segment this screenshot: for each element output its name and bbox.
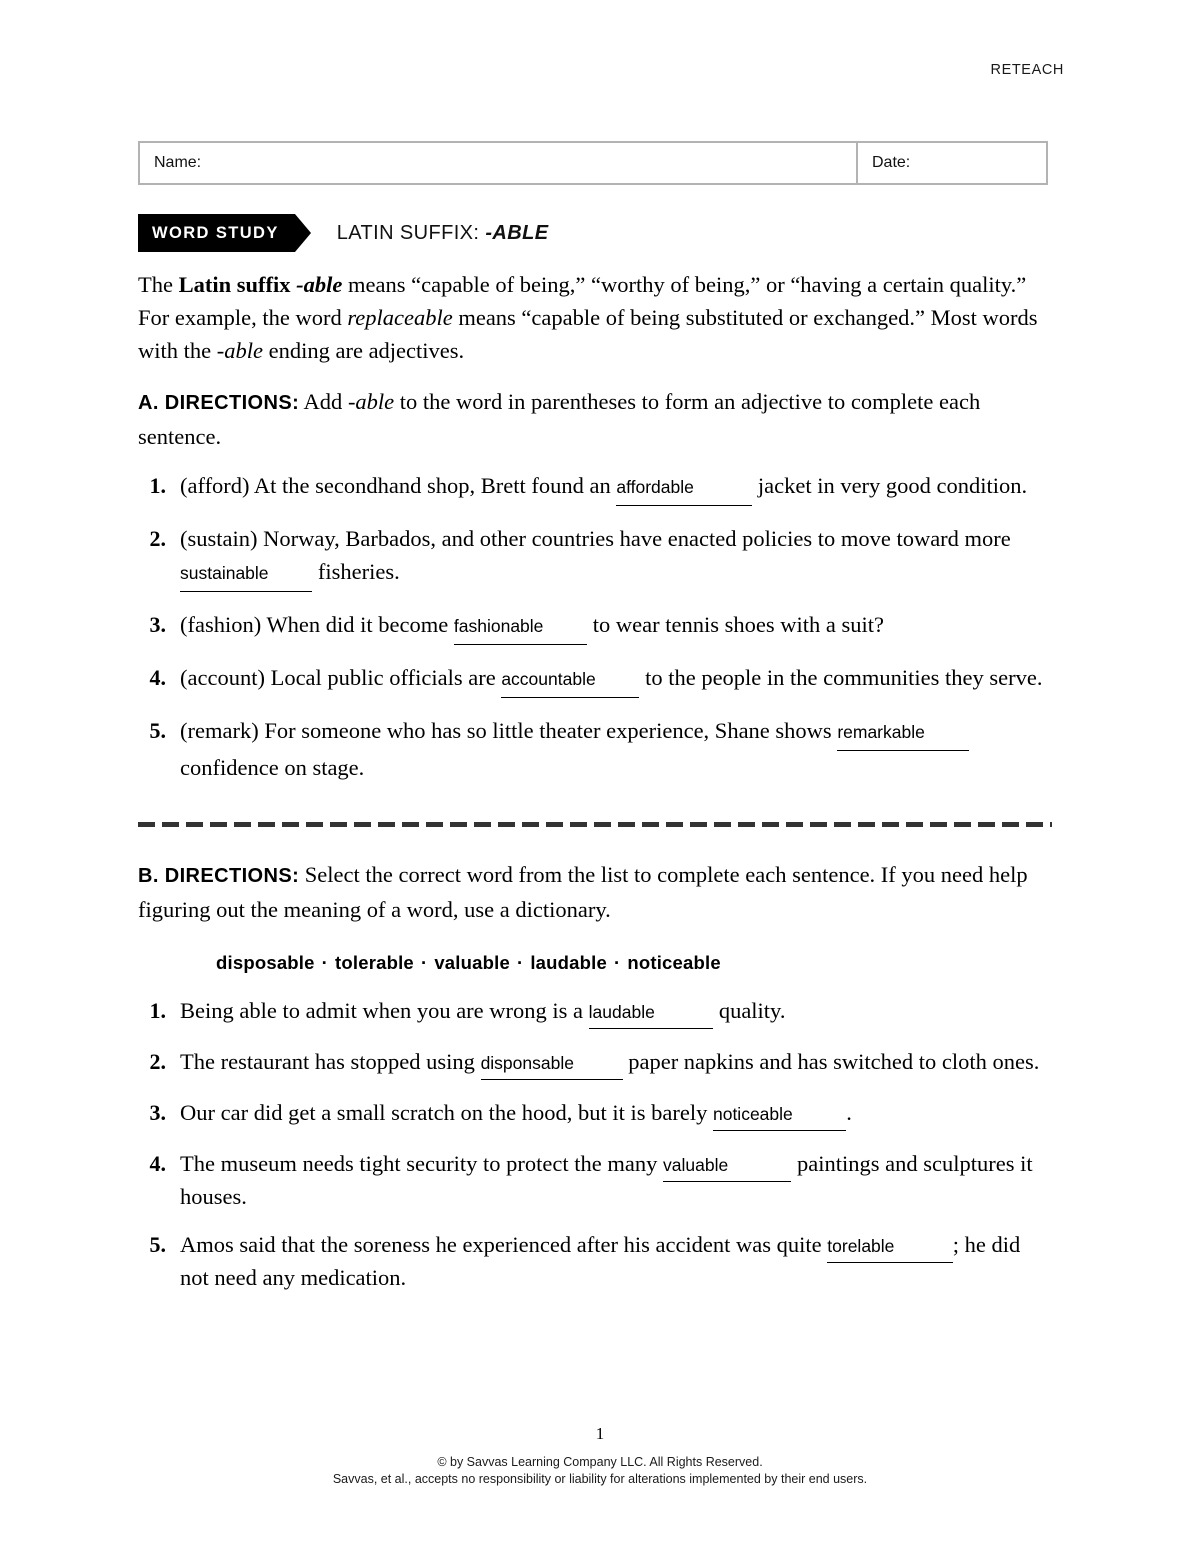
word-study-banner: [138, 214, 548, 252]
part-a-label: A. DIRECTIONS:: [138, 392, 300, 414]
question-text-before: Our car did get a small scratch on the hood, but it is barely: [180, 1100, 713, 1125]
question-text-before: (sustain) Norway, Barbados, and other countries have enacted policies to move toward more: [180, 526, 1011, 551]
answer-blank[interactable]: noticeable: [713, 1099, 846, 1131]
intro-italic-replaceable: replaceable: [347, 305, 453, 330]
answer-blank[interactable]: laudable: [589, 997, 714, 1029]
question-number: 4.: [149, 665, 166, 690]
question-number: 1.: [149, 998, 166, 1023]
word-study-tag: WORD STUDY: [138, 214, 295, 252]
question-text-after: paper napkins and has switched to cloth ones.: [622, 1049, 1040, 1074]
question-number: 5.: [149, 1232, 166, 1257]
part-b-text-1: Select the correct word from the list to complete each sentence. If you need help figuring out the meaning of a word, use a dictionary.: [138, 862, 1028, 922]
intro-text-3: means “capable of being substituted or exchanged.” Most words with the: [138, 305, 1038, 363]
intro-bold-1: Latin suffix: [178, 272, 297, 297]
banner-arrow-icon: [295, 214, 311, 252]
running-head: RETEACH: [990, 62, 1064, 78]
question-text-after: ; he did not need any medication.: [180, 1232, 1021, 1290]
part-a-question-list: [138, 469, 1050, 784]
intro-bold-italic-able: -able: [296, 272, 343, 297]
part-b-question-list: [138, 996, 1050, 1293]
word-bank-word[interactable]: tolerable: [335, 952, 414, 973]
page-number: 1: [595, 1424, 605, 1443]
question-text-before: (account) Local public officials are: [180, 665, 502, 690]
intro-text-1: The: [138, 272, 179, 297]
question-number: 5.: [149, 718, 166, 743]
question-text-before: (fashion) When did it become: [180, 612, 454, 637]
intro-text-4: ending are adjectives.: [262, 338, 465, 363]
question-item: [138, 661, 1050, 698]
part-a-text-1: Add: [299, 389, 348, 414]
date-label: Date:: [872, 154, 911, 171]
question-number: 3.: [149, 612, 166, 637]
word-bank-word[interactable]: laudable: [530, 952, 607, 973]
answer-blank[interactable]: accountable: [501, 663, 639, 698]
lesson-title: [337, 222, 549, 245]
question-text-before: The museum needs tight security to protect the many: [180, 1151, 664, 1176]
part-b-label: B. DIRECTIONS:: [138, 865, 300, 887]
question-text-after: jacket in very good condition.: [752, 473, 1028, 498]
part-a-text-2: to the word in parentheses to form an adjective to complete each sentence.: [138, 389, 981, 449]
question-item: [138, 1230, 1050, 1293]
main-content-b: [138, 858, 1050, 1293]
question-text-after: to wear tennis shoes with a suit?: [587, 612, 884, 637]
question-item: [138, 469, 1050, 506]
question-item: [138, 1047, 1050, 1080]
answer-blank[interactable]: sustainable: [180, 557, 312, 592]
main-content-a: [138, 268, 1050, 784]
question-number: 1.: [149, 473, 166, 498]
question-text-before: (afford) At the secondhand shop, Brett found an: [180, 473, 617, 498]
word-bank: [216, 952, 1050, 974]
lesson-title-suffix: -ABLE: [485, 221, 549, 244]
question-text-after: .: [846, 1100, 852, 1125]
question-text-before: (remark) For someone who has so little theater experience, Shane shows: [180, 718, 838, 743]
question-item: [138, 996, 1050, 1029]
answer-blank[interactable]: remarkable: [837, 716, 968, 751]
question-item: [138, 522, 1050, 592]
word-bank-separator: ·: [420, 952, 428, 973]
question-text-before: The restaurant has stopped using: [180, 1049, 481, 1074]
word-bank-separator: ·: [613, 952, 621, 973]
part-b-directions: [138, 858, 1050, 926]
question-number: 2.: [149, 1049, 166, 1074]
question-text-after: confidence on stage.: [180, 755, 365, 780]
lesson-title-prefix: LATIN SUFFIX:: [336, 221, 486, 244]
word-bank-separator: ·: [516, 952, 524, 973]
part-a-italic-able: -able: [347, 389, 395, 414]
copyright-line: © by Savvas Learning Company LLC. All Rights Reserved.: [437, 1455, 763, 1469]
name-date-box: [138, 141, 1048, 185]
part-a-directions: [138, 385, 1050, 453]
question-text-after: fisheries.: [312, 559, 400, 584]
question-item: [138, 1098, 1050, 1131]
intro-paragraph: [138, 268, 1050, 367]
question-text-after: paintings and sculptures it houses.: [180, 1151, 1033, 1209]
answer-blank[interactable]: fashionable: [454, 610, 587, 645]
name-label: Name:: [154, 154, 202, 171]
answer-blank[interactable]: affordable: [616, 471, 752, 506]
intro-italic-able: -able: [216, 338, 263, 363]
name-field[interactable]: [140, 143, 858, 183]
question-item: [138, 608, 1050, 645]
word-bank-word[interactable]: noticeable: [627, 952, 721, 973]
disclaimer-line: Savvas, et al., accepts no responsibility or liability for alterations implemented by their end users.: [332, 1472, 868, 1486]
answer-blank[interactable]: torelable: [827, 1231, 952, 1263]
answer-blank[interactable]: disponsable: [481, 1048, 623, 1080]
question-number: 3.: [149, 1100, 166, 1125]
question-number: 2.: [149, 526, 166, 551]
spacer: [138, 367, 1050, 385]
question-text-before: Being able to admit when you are wrong is a: [180, 998, 589, 1023]
date-field[interactable]: [858, 143, 1046, 183]
intro-text-2: means “capable of being,” “worthy of being,” or “having a certain quality.” For example, the word: [138, 272, 1027, 330]
question-text-after: quality.: [713, 998, 786, 1023]
word-bank-separator: ·: [321, 952, 329, 973]
question-number: 4.: [149, 1151, 166, 1176]
answer-blank[interactable]: valuable: [663, 1150, 791, 1182]
question-text-after: to the people in the communities they serve.: [639, 665, 1043, 690]
question-item: [138, 1149, 1050, 1212]
word-bank-word[interactable]: valuable: [434, 952, 510, 973]
question-text-before: Amos said that the soreness he experienced after his accident was quite: [180, 1232, 828, 1257]
word-bank-word[interactable]: disposable: [216, 952, 315, 973]
section-divider: [138, 822, 1052, 827]
question-item: [138, 714, 1050, 784]
